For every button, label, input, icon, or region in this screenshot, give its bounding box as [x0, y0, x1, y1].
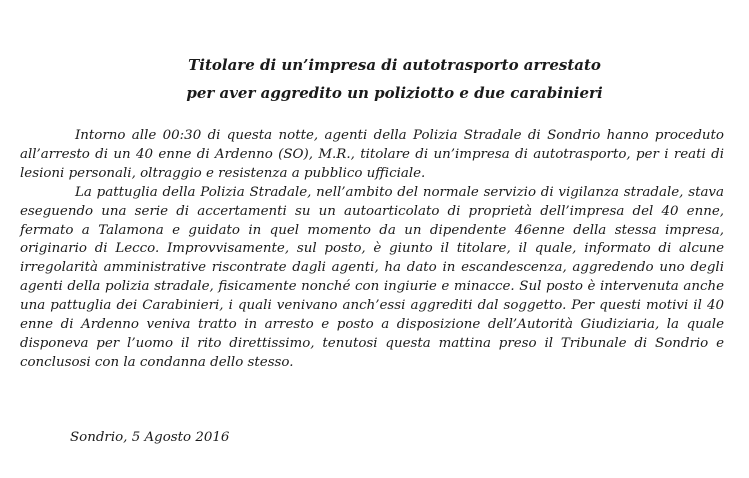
- body-paragraph-1: Intorno alle 00:30 di questa notte, agenti della Polizia Stradale di Sondrio hanno proceduto all’arresto di un 40 enne di Ardenno (SO), M.R., titolare di un’impresa di autotrasporto, per i reati di lesioni personali, oltraggio e resistenza a pubblico ufficiale.: [20, 128, 724, 181]
- document-title-line-1: Titolare di un’impresa di autotrasporto arrestato: [188, 56, 601, 74]
- document-title-line-2: per aver aggredito un poliziotto e due carabinieri: [186, 84, 603, 102]
- place-date: Sondrio, 5 Agosto 2016: [70, 430, 230, 445]
- body-paragraph-2: La pattuglia della Polizia Stradale, nell’ambito del normale servizio di vigilanza stradale, stava eseguendo una serie di accertamenti su un autoarticolato di proprietà dell’impresa del 40 enne, fermato a Talamona e guidato in quel momento da un dipendente 46enne della stessa impresa, originario di Lecco. Improvvisamente, sul posto, è giunto il titolare, il quale, informato di alcune irregolarità amministrative riscontrate dagli agenti, ha dato in escandescenza, aggredendo uno degli agenti della polizia stradale, fisicamente nonché con ingiurie e minacce. Sul posto è intervenuta anche una pattuglia dei Carabinieri, i quali venivano anch’essi aggrediti dal soggetto. Per questi motivi il 40 enne di Ardenno veniva tratto in arresto e posto a disposizione dell’Autorità Giudiziaria, la quale disponeva per l’uomo il rito direttissimo, tenutosi questa mattina preso il Tribunale di Sondrio e conclusosi con la condanna dello stesso.: [20, 184, 724, 370]
- document-body: [20, 127, 724, 373]
